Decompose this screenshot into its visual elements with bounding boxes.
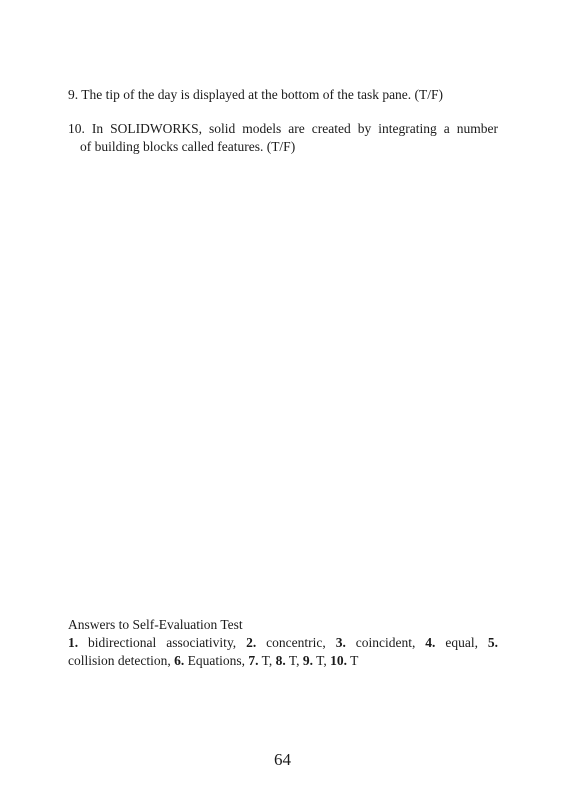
answer-number: 1.: [68, 635, 79, 650]
page-number: 64: [274, 750, 291, 769]
answer-number: 2.: [246, 635, 257, 650]
answer-number: 3.: [335, 635, 346, 650]
question-9: [68, 86, 498, 104]
answer-text: T,: [313, 653, 331, 668]
answer-number: 4.: [425, 635, 436, 650]
answer-number: 9.: [302, 653, 314, 668]
answer-text: concentric,: [256, 635, 336, 650]
answer-number: 8.: [275, 653, 286, 668]
answers-line-2: [68, 652, 498, 670]
answer-text: collision detection,: [68, 653, 175, 668]
question-10-line-1: 10. In SOLIDWORKS, solid models are created by integrating a number: [68, 121, 498, 136]
answer-number: 5.: [487, 635, 499, 650]
answers-section: [68, 616, 498, 670]
answer-number: 10.: [330, 653, 348, 668]
answer-number: 6.: [174, 653, 185, 668]
answer-text: T,: [285, 653, 303, 668]
question-9-text: 9. The tip of the day is displayed at the bottom of the task pane. (T/F): [68, 87, 444, 102]
answer-text: Equations,: [184, 653, 249, 668]
answer-text: equal,: [435, 635, 488, 650]
answers-line-1: [68, 634, 498, 652]
answer-text: bidirectional associativity,: [78, 635, 247, 650]
answer-text: T,: [258, 653, 276, 668]
question-10: [68, 120, 498, 156]
answer-text: coincident,: [345, 635, 426, 650]
answers-heading: Answers to Self-Evaluation Test: [68, 617, 243, 632]
answer-number: 7.: [248, 653, 259, 668]
question-10-line-2: of building blocks called features. (T/F): [80, 139, 296, 154]
answer-text: T: [347, 653, 359, 668]
